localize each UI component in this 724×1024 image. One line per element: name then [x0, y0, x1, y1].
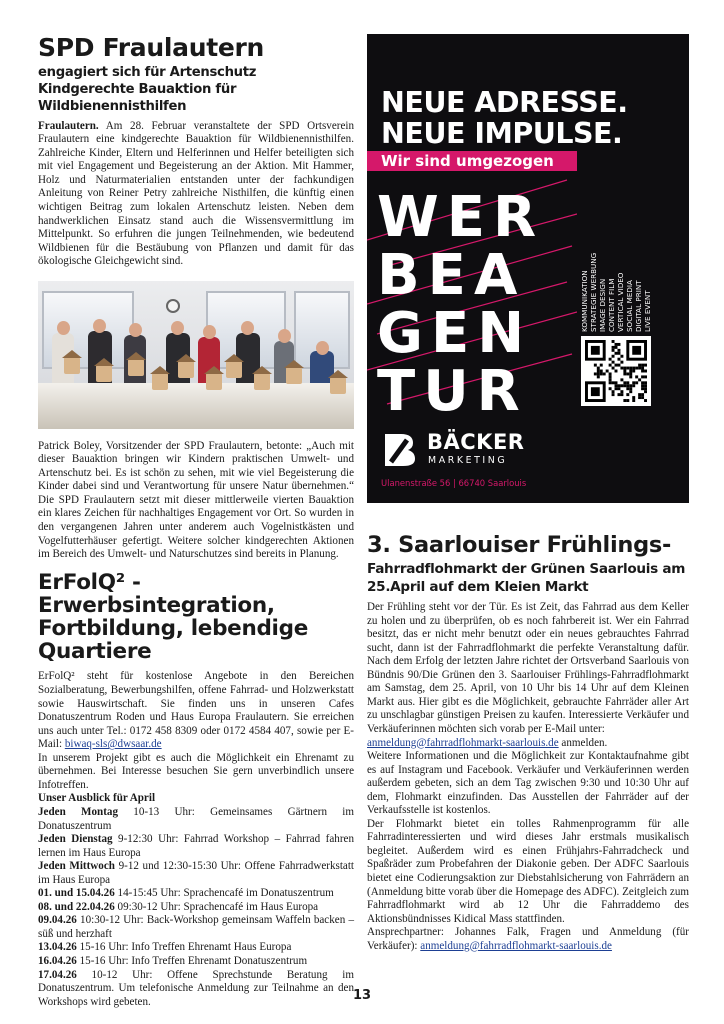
- article2-outlook-title: Unser Ausblick für April: [38, 792, 156, 805]
- schedule-item-what: 15-16 Uhr: Info Treffen Ehrenamt Donatuszentrum: [76, 954, 308, 967]
- schedule-item: [38, 887, 354, 901]
- article3-subtitle: Fahrradflohmarkt der Grünen Saarlouis am 25.April auf dem Kleien Markt: [367, 561, 686, 595]
- article2-title: [38, 571, 354, 664]
- article3-body3: Der Flohmarkt bietet ein tolles Rahmenprogramm für alle Fahrradinteressierten und wird dieses Jahr erstmals musikalisch begleitet. Außerdem wird es einen Frühjahrs-Fahrradcheck und Spaßräder zum Probefahren der Diakonie geben. Der ADFC Saarlouis bietet eine Codierungsaktion zur Diebstahlsicherung von Fahrrädern an (Anmeldung bitte vorab über die Homepage des ADFC). Zeitgleich zum Fahrradflohmarkt wird ab 12 Uhr die Fahrraddemo des Aktionsbündnisses Kidical Mass stattfinden.: [367, 817, 689, 925]
- schedule-item: [38, 833, 354, 860]
- article3-email-link-1[interactable]: anmeldung@fahrradflohmarkt-saarlouis.de: [367, 736, 559, 749]
- schedule-item-what: 09:30-12 Uhr: Sprachencafé im Haus Europa: [114, 900, 319, 913]
- article3-body: [367, 601, 689, 953]
- schedule-item-what: 15-16 Uhr: Info Treffen Ehrenamt Haus Europa: [76, 941, 292, 954]
- article2-title-line2: Fortbildung, lebendige Quartiere: [38, 616, 309, 665]
- ad-service-item: IMAGE DESIGN: [598, 278, 607, 332]
- qr-code-graphic: [585, 340, 647, 402]
- ad-service-item: LIVE EVENT: [643, 290, 652, 332]
- schedule-item: [38, 901, 354, 915]
- article2-body2: In unserem Projekt gibt es auch die Möglichkeit ein Ehrenamt zu übernehmen. Bei Interesse besuchen Sie gern unverbindlich unsere Infotreffen.: [38, 751, 354, 791]
- schedule-item-when: 08. und 22.04.26: [38, 900, 115, 913]
- article1-title: SPD Fraulautern: [38, 33, 265, 62]
- article1-body1: [38, 120, 354, 269]
- page-number: 13: [352, 988, 372, 1003]
- ad-big-row-1: WER: [377, 185, 545, 250]
- ad-tagline: Wir sind umgezogen: [381, 152, 554, 170]
- article1-body2: Patrick Boley, Vorsitzender der SPD Fraulautern, betonte: „Auch mit dieser Bauaktion bringen wir Kindern praktischen Umwelt- und Artenschutz bei. Es ist schön zu sehen, mit wie viel Begeisterung die Kinder dabei sind und Verantwortung für unsere Natur übernehmen.“ Die SPD Fraulautern setzt mit dieser mittlerweile vierten Bauaktion ein klares Zeichen für nachhaltiges Engagement vor Ort. So wurden in den vergangenen Jahren unter anderem auch Vogelnistkästen und Vogelfutterhäuser gefertigt. Weitere solcher kindgerechten Aktionen im Bereich des Umwelt- und Naturschutzes sind bereits in Planung.: [38, 439, 354, 561]
- article3-body4: Ansprechpartner: Johannes Falk, Fragen und Anmeldung (für Verkäufer):: [367, 926, 689, 952]
- ad-brand-sub: MARKETING: [428, 455, 508, 466]
- article2-body1: ErFolQ² steht für kostenlose Angebote in den Bereichen Sozialberatung, Bewerbungshilfen, offene Fahrrad- und Holzwerkstatt sowie Hauswirtschaft. Sie finden uns in unseren Cafes Donatuszentrum Roden und Haus Europa Fraulautern. Sie erreichen uns auch unter Tel.: 0172 458 8309 oder 0172 4584 407, sowie per E-Mail:: [38, 670, 354, 751]
- ad-big-row-2: BEA: [377, 243, 526, 308]
- article3-body2: Weitere Informationen und die Möglichkeit zur Kontaktaufnahme gibt es auf Instagram und Facebook. Verkäufer und Verkäuferinnen werden außerdem gebeten, sich an dem Tag zwischen 9:30 und 10:30 Uhr auf dem, Flohmarkt einzufinden. Das Ausstellen der Fahrräder auf der Verkaufsstelle ist kostenlos.: [367, 750, 689, 817]
- article2-title-line1: ErFolQ² - Erwerbsintegration,: [38, 569, 275, 618]
- right-column: [367, 34, 689, 953]
- schedule-item: [38, 806, 354, 833]
- ad-services: [580, 252, 671, 332]
- schedule-item-what: 9-12 und 12:30-15:30 Uhr: Offene Fahrradwerkstatt im Haus Europa: [38, 860, 354, 886]
- ad-brand: BÄCKER: [427, 430, 525, 454]
- ad-headline-line2: NEUE IMPULSE.: [381, 117, 623, 150]
- ad-service-item: CONTENT FILM: [607, 278, 616, 332]
- advertisement: [367, 34, 689, 503]
- article1-photo: [38, 281, 354, 429]
- schedule-item-when: Jeden Montag: [38, 805, 118, 818]
- schedule-item-what: 10-12 Uhr: Offene Sprechstunde Beratung im Donatuszentrum. Um telefonische Anmeldung zur Teilnahme an den Workshops wird gebeten.: [38, 968, 354, 1008]
- schedule-item-when: 16.04.26: [38, 954, 77, 967]
- article2-schedule: [38, 806, 354, 1009]
- schedule-item-what: 10:30-12 Uhr: Back-Workshop gemeinsam Waffeln backen – süß und herzhaft: [38, 914, 354, 940]
- ad-service-item: VERTICAL VIDEO: [616, 272, 625, 332]
- schedule-item-when: 09.04.26: [38, 914, 77, 927]
- baecker-logo-icon: [381, 432, 417, 468]
- article1-body1-text: Am 28. Februar veranstaltete der SPD Ortsverein Fraulautern eine kindgerechte Bauaktion für Wildbienennisthilfen. Zahlreiche Kinder, Eltern und Helferinnen und Helfer beteiligten sich mit viel Engagement und Begeisterung an der Aktion. Mit Hammer, Holz und Naturmaterialien entstanden unter der fachkundigen Anleitung von Reiner Petry zahlreiche Nisthilfen, die künftig einen wichtigen Beitrag zum lokalen Artenschutz leisten. Neben dem handwerklichen Einsatz stand auch die Wissensvermittlung im Mittelpunkt. So erfuhren die jungen Teilnehmenden, wie bedeutend Wildbienen für die Bestäubung von Pflanzen und damit für das ökologische Gleichgewicht sind.: [38, 119, 354, 268]
- schedule-item: [38, 860, 354, 887]
- ad-service-item: DIGITAL PRINT: [634, 280, 643, 332]
- schedule-item: [38, 914, 354, 941]
- article1-subtitle1: engagiert sich für Artenschutz: [38, 65, 257, 80]
- article3-email-link-2[interactable]: anmeldung@fahrradflohmarkt-saarlouis.de: [420, 939, 612, 952]
- ad-headline-line1: NEUE ADRESSE.: [381, 86, 628, 119]
- schedule-item-when: 17.04.26: [38, 968, 77, 981]
- schedule-item: [38, 955, 354, 969]
- ad-address: Ulanenstraße 56 | 66740 Saarlouis: [381, 478, 527, 488]
- article2-email-link[interactable]: biwaq-sls@dwsaar.de: [64, 738, 162, 751]
- article3-title: 3. Saarlouiser Frühlings-: [367, 532, 672, 558]
- ad-service-item: KOMMUNIKATION: [580, 270, 589, 332]
- article2-body: [38, 670, 354, 1009]
- ad-big-row-4: TUR: [377, 359, 528, 424]
- schedule-item: [38, 941, 354, 955]
- schedule-item-what: 14-15:45 Uhr: Sprachencafé im Donatuszentrum: [114, 887, 334, 900]
- ad-big-row-3: GEN: [377, 301, 533, 366]
- schedule-item-what: 9-12:30 Uhr: Fahrrad Workshop – Fahrrad fahren lernen im Haus Europa: [38, 833, 354, 859]
- qr-code-icon[interactable]: [581, 336, 651, 406]
- clock-icon: [166, 299, 180, 313]
- schedule-item-when: 01. und 15.04.26: [38, 887, 115, 900]
- article3-after-email1: anmelden.: [558, 736, 608, 749]
- schedule-item-what: 10-13 Uhr: Gemeinsames Gärtnern im Donatuszentrum: [38, 805, 355, 832]
- schedule-item-when: Jeden Mittwoch: [38, 860, 115, 873]
- left-column: [38, 34, 354, 1009]
- article3-body1: Der Frühling steht vor der Tür. Es ist Zeit, das Fahrrad aus dem Keller zu holen und zu überprüfen, ob es noch fahrbereit ist. Wer ein Fahrrad besitzt, das er nicht mehr benutzt oder ein neues gebrauchtes Fahrrad sucht, dann ist der Fahrradflohmarkt die perfekte Veranstaltung dafür. Nach dem Erfolg der letzten Jahre richtet der Ortsverband Saarlouis von Bündnis 90/Die Grünen den 3. Saarlouiser Frühlings-Fahrradflohmarkt am Samstag, dem 25. April, von 10 Uhr bis 14 Uhr auf dem Kleinen Markt aus. Hier gibt es die Möglichkeit, gebrauchte Fahrräder aller Art zu unschlagbar günstigen Preisen zu kaufen. Interessierte Verkäufer und Verkäuferinnen möchten sich vorab per E-Mail unter:: [367, 601, 689, 735]
- article1-lead: Fraulautern.: [38, 119, 99, 132]
- ad-headline: [381, 87, 628, 149]
- article1-subtitle2: Kindgerechte Bauaktion für Wildbienennisthilfen: [38, 81, 237, 114]
- ad-service-item: SOCIAL MEDIA: [625, 280, 634, 332]
- schedule-item-when: Jeden Dienstag: [38, 833, 113, 846]
- schedule-item-when: 13.04.26: [38, 941, 77, 954]
- ad-service-item: STRATEGIE WERBUNG: [589, 252, 598, 332]
